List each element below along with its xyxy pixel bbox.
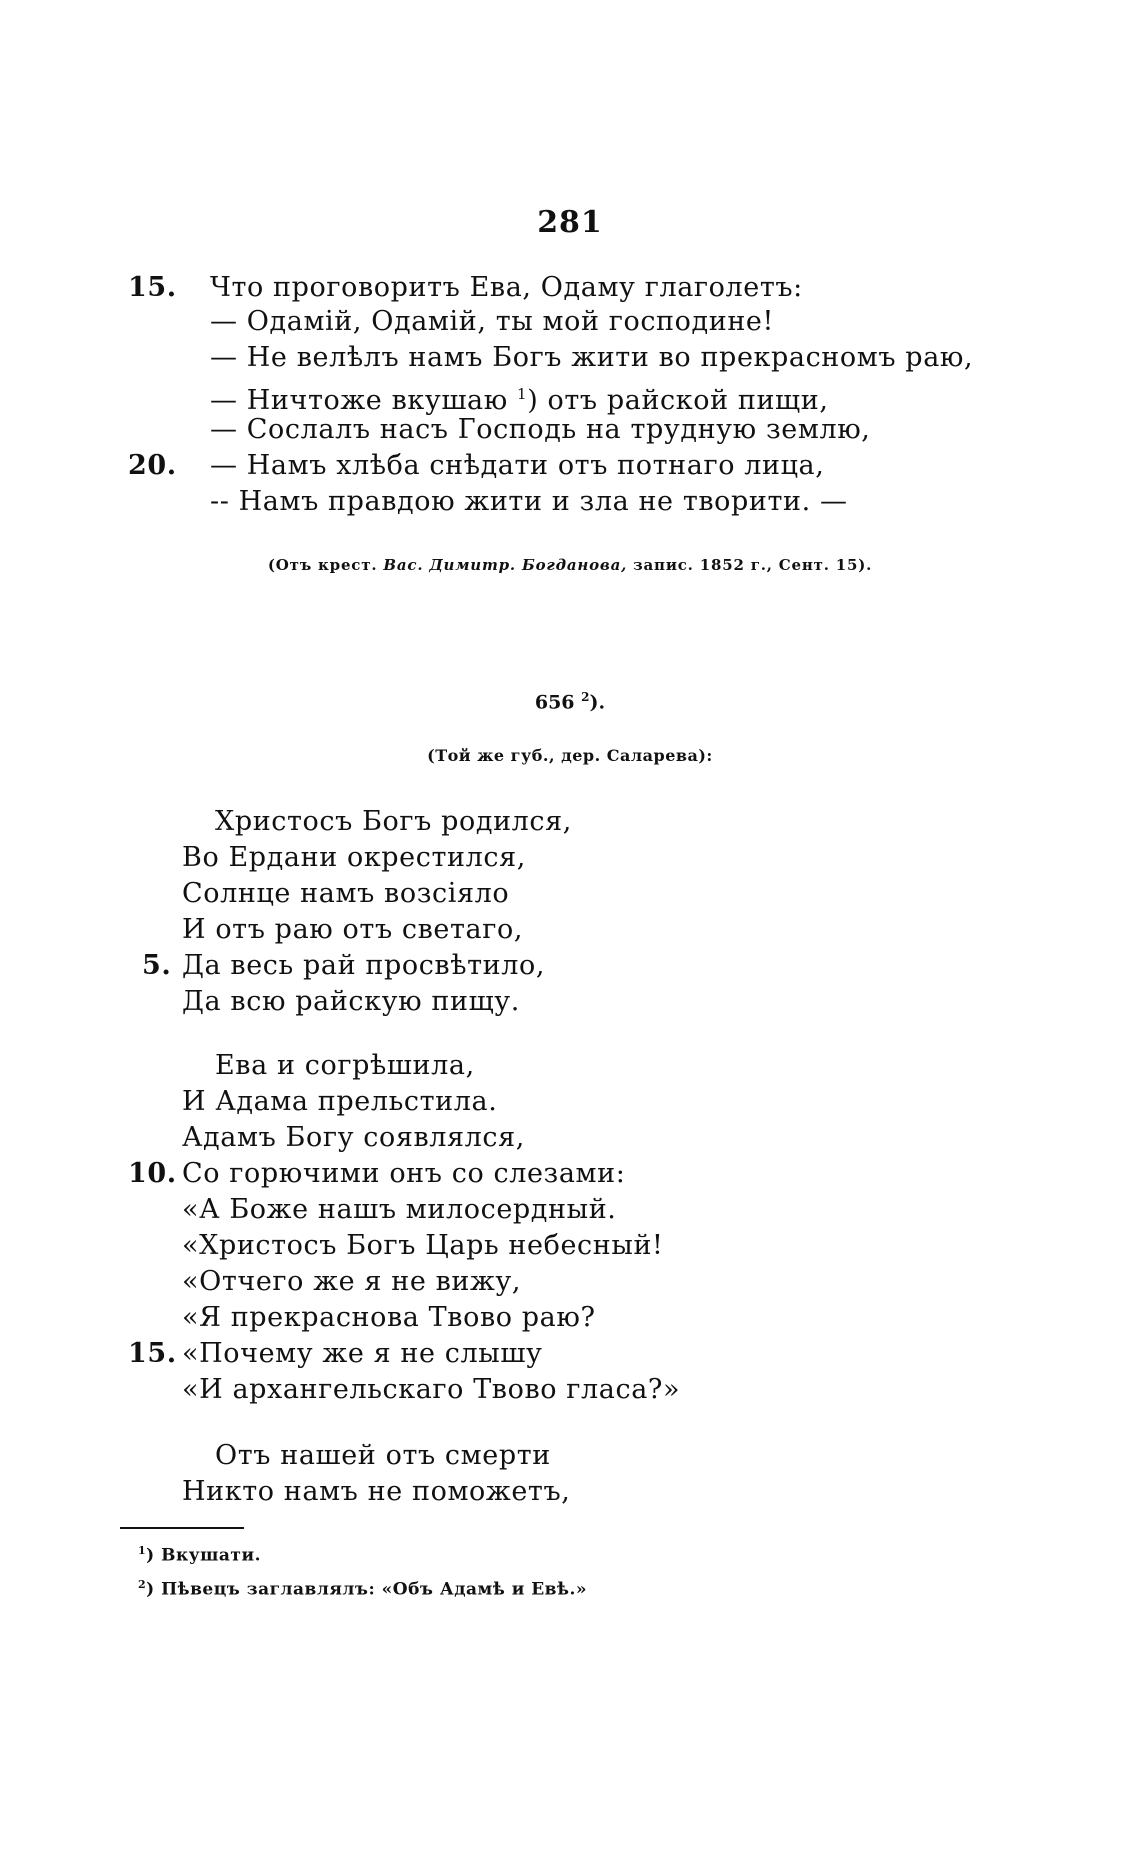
- verse-text: И Адама прельстила.: [182, 1086, 498, 1117]
- line-number: 5.: [142, 950, 172, 981]
- song-number-suffix: ).: [589, 691, 606, 714]
- verse-text: Да весь рай просвѣтило,: [182, 950, 546, 981]
- footnote-ref: 1: [517, 385, 528, 403]
- footnote-mark: 2: [138, 1578, 147, 1591]
- page-number: 281: [537, 205, 603, 240]
- verse-text: — Ничтоже вкушаю: [210, 385, 508, 416]
- verse-text: Что проговоритъ Ева, Одаму глаголетъ:: [210, 272, 803, 303]
- song-number-value: 656: [534, 691, 575, 714]
- verse-text: Адамъ Богу соявлялся,: [182, 1122, 525, 1153]
- footnote-text: ) Вкушати.: [146, 1545, 261, 1566]
- verse-text: «Христосъ Богъ Царь небесный!: [182, 1230, 664, 1261]
- line-number: 15.: [128, 1338, 177, 1369]
- verse-text: Отъ нашей отъ смерти: [215, 1440, 551, 1471]
- song-subtitle: (Той же губ., дер. Саларева):: [427, 746, 713, 765]
- line-number: 15.: [128, 272, 177, 303]
- source-suffix: запис. 1852 г., Сент. 15).: [633, 556, 873, 574]
- verse-text-with-footnote: [210, 378, 829, 417]
- source-prefix: (Отъ крест.: [267, 556, 378, 574]
- verse-text: — Не велѣлъ намъ Богъ жити во прекрасномъ раю,: [210, 342, 974, 373]
- verse-text: Никто намъ не поможетъ,: [182, 1476, 571, 1507]
- source-citation: [0, 556, 1140, 574]
- footnote-mark: 1: [138, 1544, 147, 1557]
- verse-text: «А Боже нашъ милосердный.: [182, 1194, 617, 1225]
- footnote-text: ) Пѣвецъ заглавлялъ: «Объ Адамѣ и Евѣ.»: [146, 1579, 587, 1600]
- verse-text: — Одамій, Одамій, ты мой господине!: [210, 306, 774, 337]
- verse-text: «Я прекраснова Твово раю?: [182, 1302, 596, 1333]
- verse-text: Да всю райскую пищу.: [182, 986, 520, 1017]
- verse-text-after: ) отъ райской пищи,: [527, 385, 829, 416]
- line-number: 20.: [128, 450, 177, 481]
- verse-text: — Намъ хлѣба снѣдати отъ потнаго лица,: [210, 450, 825, 481]
- verse-text: — Сослалъ насъ Господь на трудную землю,: [210, 414, 871, 445]
- verse-text: «Отчего же я не вижу,: [182, 1266, 522, 1297]
- verse-text: -- Намъ правдою жити и зла не творити. —: [210, 486, 848, 517]
- verse-text: Солнце намъ возсіяло: [182, 878, 510, 909]
- footnote-divider: [120, 1527, 244, 1529]
- footnote: [138, 1544, 261, 1566]
- verse-text: Ева и согрѣшила,: [215, 1050, 475, 1081]
- footnote: [138, 1578, 587, 1600]
- footnote-ref: 2: [581, 690, 590, 704]
- verse-text: Во Ердани окрестился,: [182, 842, 526, 873]
- verse-text: Христосъ Богъ родился,: [215, 806, 572, 837]
- verse-text: Со горючими онъ со слезами:: [182, 1158, 626, 1189]
- line-number: 10.: [128, 1158, 177, 1189]
- song-number: [0, 690, 1140, 713]
- verse-text: «И архангельскаго Твово гласа?»: [182, 1374, 681, 1405]
- verse-text: И отъ раю отъ светаго,: [182, 914, 524, 945]
- verse-text: «Почему же я не слышу: [182, 1338, 543, 1369]
- source-name: Вас. Димитр. Богданова,: [383, 556, 628, 574]
